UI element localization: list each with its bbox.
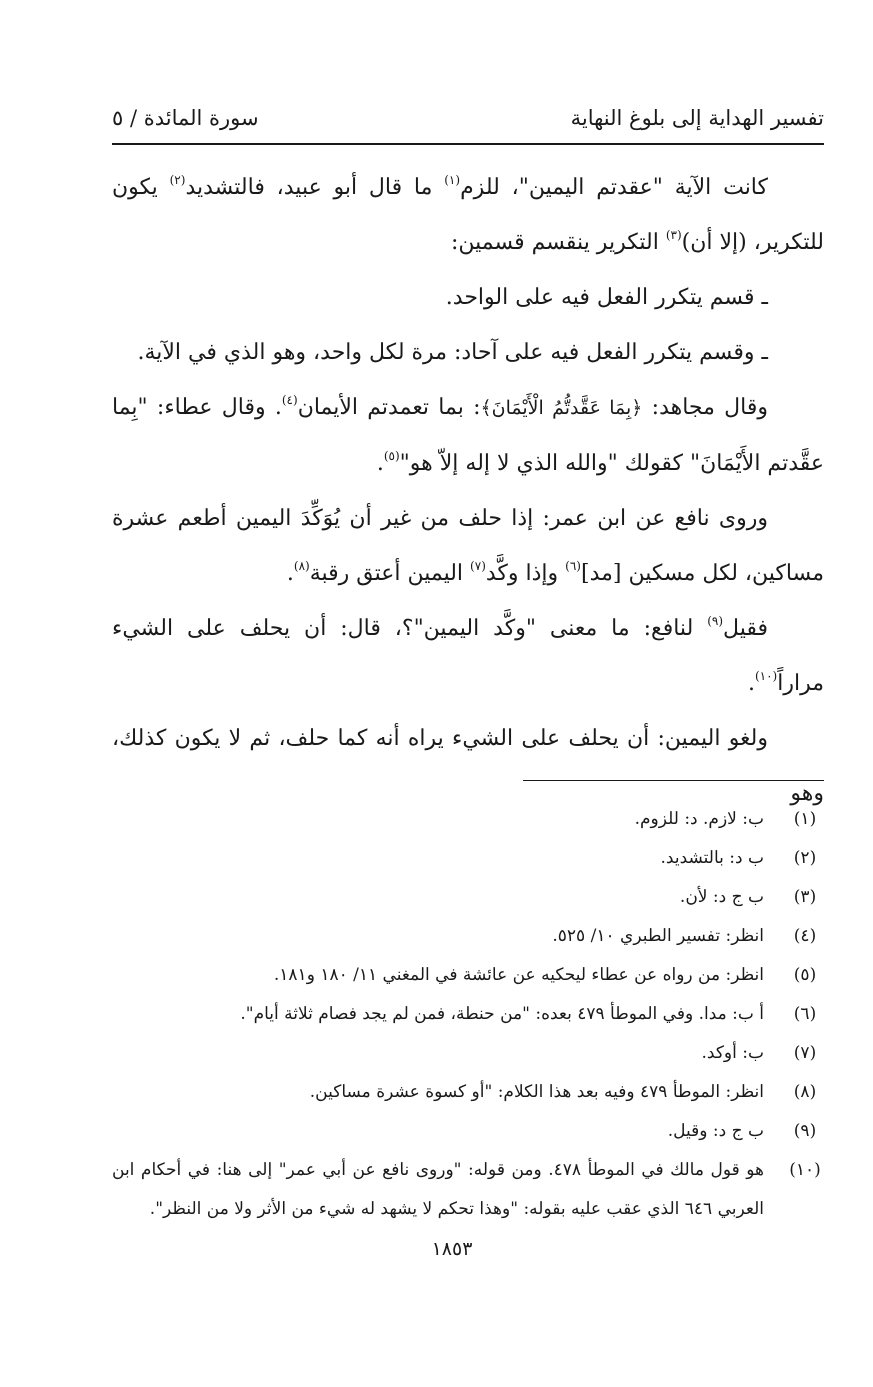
footnote-item (112, 800, 824, 839)
book-title: تفسير الهداية إلى بلوغ النهاية (570, 106, 824, 130)
paragraph-text: . (376, 451, 384, 476)
paragraph-text: وقال مجاهد: (642, 395, 768, 420)
footnotes-list (112, 800, 824, 1229)
header-divider (112, 143, 824, 145)
running-header (112, 100, 824, 140)
paragraph-text: لنافع: ما معنى "وكَّد اليمين"؟، قال: أن يحلف على الشيء مراراً (112, 616, 824, 696)
footnote-number: (٣) (793, 887, 817, 907)
footnote-item (112, 1151, 824, 1229)
footnote-ref-8: (٨) (293, 559, 310, 573)
footnote-text: ب ج د: لأن. (679, 887, 764, 907)
footnote-ref-9: (٩) (707, 614, 724, 628)
footnote-ref-3: (٣) (665, 228, 682, 242)
paragraph-text: يكون للتكرير، (إلا أن) (112, 175, 824, 255)
paragraph-text: ما قال أبو عبيد، فالتشديد (185, 175, 445, 200)
paragraph-text: اليمين أعتق رقبة (309, 561, 471, 586)
paragraph-text: كانت الآية "عقدتم اليمين"، للزم (460, 175, 768, 200)
footnote-ref-2: (٢) (169, 173, 186, 187)
footnote-divider (523, 780, 824, 781)
paragraph-text: وروى نافع عن ابن عمر: إذا حلف من غير أن يُوَكِّدَ اليمين أطعم عشرة مساكين، لكل مسكين [مد] (112, 506, 824, 586)
footnote-text: انظر: تفسير الطبري ١٠/ ٥٢٥. (552, 926, 764, 946)
footnote-number: (٦) (793, 1004, 817, 1024)
footnote-text: ب: لازم. د: للزوم. (634, 809, 764, 829)
footnote-item (112, 878, 824, 917)
paragraph-text: : بما تعمدتم الأيمان (297, 395, 481, 420)
footnote-number: (٢) (793, 848, 817, 868)
bullet-item-1: ـ قسم يتكرر الفعل فيه على الواحد. (445, 285, 768, 310)
footnote-number: (٤) (793, 926, 817, 946)
footnote-ref-4: (٤) (281, 393, 298, 407)
main-text (112, 160, 824, 821)
footnote-text: أ ب: مدا. وفي الموطأ ٤٧٩ بعده: "من حنطة، فمن لم يجد فصام ثلاثة أيام". (240, 1004, 764, 1024)
paragraph-5: ولغو اليمين: أن يحلف على الشيء يراه أنه كما حلف، ثم لا يكون كذلك، وهو (112, 726, 824, 806)
footnote-item (112, 956, 824, 995)
footnote-item (112, 995, 824, 1034)
footnote-number: (٨) (793, 1082, 817, 1102)
footnote-text: هو قول مالك في الموطأ ٤٧٨. ومن قوله: "وروى نافع عن أبي عمر" إلى هنا: في أحكام ابن العربي ٦٤٦ الذي عقب عليه بقوله: "وهذا تحكم لا يشهد له شيء من الأثر ولا من النظر". (112, 1160, 765, 1219)
footnote-number: (١) (793, 809, 817, 829)
footnote-item (112, 1073, 824, 1112)
footnote-text: ب: أوكد. (701, 1043, 764, 1063)
paragraph-1 (112, 160, 824, 270)
footnote-ref-6: (٦) (565, 559, 581, 573)
footnote-item (112, 1112, 824, 1151)
footnote-item (112, 1034, 824, 1073)
footnote-number: (٥) (793, 965, 817, 985)
footnote-ref-7: (٧) (470, 559, 486, 573)
footnote-ref-1: (١) (444, 173, 461, 187)
page-number: ١٨٥٣ (431, 1238, 473, 1260)
footnote-number: (٩) (793, 1121, 817, 1141)
paragraph-4 (112, 601, 824, 711)
footnote-item (112, 839, 824, 878)
footnote-ref-5: (٥) (383, 449, 400, 463)
paragraph-text: وإذا وكَّد (485, 561, 566, 586)
footnote-text: انظر: الموطأ ٤٧٩ وفيه بعد هذا الكلام: "أو كسوة عشرة مساكين. (309, 1082, 764, 1102)
footnote-number: (٧) (793, 1043, 817, 1063)
surah-reference: سورة المائدة / ٥ (112, 106, 259, 130)
paragraph-text: . (286, 561, 294, 586)
footnote-text: ب ج د: وقيل. (667, 1121, 764, 1141)
footnote-text: انظر: من رواه عن عطاء ليحكيه عن عائشة في المغني ١١/ ١٨٠ و١٨١. (273, 965, 764, 985)
paragraph-text: . (747, 671, 755, 696)
footnote-item (112, 917, 824, 956)
paragraph-text: . وقال عطاء: "بِما عقَّدتم الأَيْمَانَ" كقولك "والله الذي لا إله إلاّ هو" (112, 395, 824, 476)
footnote-ref-10: (١٠) (754, 669, 778, 683)
bullet-item-2: ـ وقسم يتكرر الفعل فيه على آحاد: مرة لكل واحد، وهو الذي في الآية. (137, 340, 768, 365)
paragraph-text: فقيل (723, 616, 768, 641)
paragraph-text: التكرير ينقسم قسمين: (451, 230, 666, 255)
paragraph-2 (112, 380, 824, 491)
footnote-text: ب د: بالتشديد. (660, 848, 764, 868)
footnote-number: (١٠) (789, 1160, 821, 1180)
quran-quote: ﴿بِمَا عَقَّدتُّمُ الْأَيْمَانَ﴾ (480, 397, 643, 419)
paragraph-3 (112, 491, 824, 601)
